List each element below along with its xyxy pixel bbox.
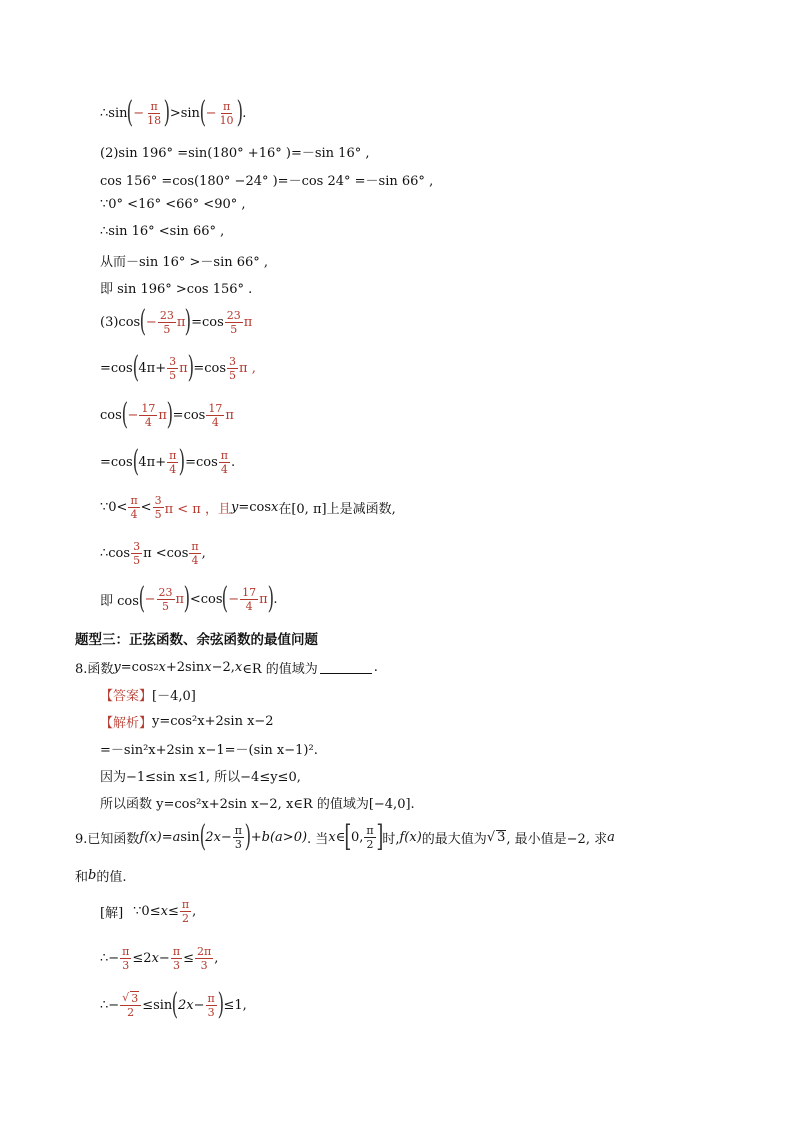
fraction [364,824,375,851]
var-x: x [160,904,168,919]
analysis-tag: 【解析】 [100,716,153,731]
question-8 [75,658,378,677]
denominator: 5 [230,322,238,336]
var-a: a [172,829,181,845]
denominator: 4 [211,415,219,429]
denominator: 4 [245,599,253,613]
sol-line-8 [100,304,253,339]
denominator: 18 [147,113,162,127]
numerator: π [366,823,374,837]
superscript: 2 [153,663,159,672]
numerator: π [172,945,181,958]
text: −2, [211,660,235,675]
paren: ( [222,581,229,616]
sol-line-10 [100,397,234,432]
text: 即 cos [100,593,139,609]
var-b: b [261,829,270,845]
text: =cos [172,407,206,423]
question-9-line-2 [75,866,126,885]
text: 2x− [205,829,232,845]
sqrt: √ 3 [122,991,139,1005]
numerator: 3 [133,540,141,553]
fraction [128,494,139,521]
text: (a>0) [269,829,308,845]
numerator: π [169,448,177,462]
fraction [227,355,238,382]
denominator: 5 [229,368,237,382]
paren: ) [166,397,174,432]
bracket: ] [375,819,384,854]
denominator: 2 [366,837,374,851]
bracket: [ [344,819,352,854]
paren: ) [217,987,224,1022]
fraction [131,540,142,567]
numerator: 23 [226,308,241,322]
numerator: π [181,898,190,911]
var-y: y [230,500,239,515]
text: 0, [351,829,364,845]
fraction [233,824,244,851]
radicand: 3 [497,829,506,845]
text: < [140,500,152,515]
var-x: x [158,660,166,675]
paren: ) [244,819,252,854]
numerator: π [222,99,231,113]
fraction [153,494,164,521]
numerator: 17 [242,585,257,599]
text: π , [239,360,256,376]
fraction [120,991,141,1019]
denominator: 5 [133,554,141,567]
sqrt: √ 3 [486,829,506,845]
sol-line-12 [100,494,396,521]
numerator: 3 [169,354,177,368]
text: 4π+ [138,454,167,470]
pi: π [225,407,234,423]
fraction [206,402,224,429]
analysis-line-2: =－sin²x+2sin x−1=－(sin x−1)². [100,743,318,758]
denominator: 3 [207,1005,215,1019]
fraction [240,586,258,613]
var-x: x [151,951,159,966]
var-x: x [271,500,279,515]
analysis-line-1 [100,712,274,731]
q9-sol-line-3 [100,987,247,1022]
var-a: a [607,829,615,845]
numerator: 17 [208,401,223,415]
minus: − [144,591,156,607]
text: sin [180,829,200,845]
paren: ) [163,95,171,130]
text: 在[0, π]上是减函数, [278,502,396,517]
text: ≤ [167,904,179,919]
paren: ) [187,350,194,385]
paren: ) [185,304,192,339]
numerator: 2π [196,945,212,958]
paren: ( [199,95,207,130]
pi: π [176,314,186,330]
radicand: 3 [131,992,139,1005]
text: 4π+ [138,360,167,376]
sol-line-13 [100,540,206,567]
pi: π [175,591,185,607]
var-y: y [113,660,121,675]
paren: ( [199,819,206,854]
text: <cos [189,591,223,607]
paren: ) [267,581,274,616]
func-f: f(x) [399,829,422,845]
paren: ( [121,397,128,432]
pi: π [158,407,167,423]
text: cos [100,407,122,423]
sol-line-5: ∴sin 16° <sin 66° , [100,224,225,239]
minus: − [228,591,240,607]
text: ≤2 [132,951,152,966]
fraction [139,402,157,429]
text: − [158,951,170,966]
numerator: π [122,945,130,958]
paren: ) [236,95,243,130]
answer-tag: 【答案】 [100,689,153,704]
denominator: 5 [154,508,162,521]
text: =cos [100,360,133,376]
fraction [145,100,163,127]
text: 的值. [96,870,127,885]
text: =cos [185,454,218,470]
pi: π [259,591,268,607]
denominator: 5 [163,322,171,336]
numerator: 3 [154,494,162,507]
var-b: b [88,868,97,883]
text: =cos [100,454,133,470]
text: ∴sin [100,105,128,121]
paren: ) [178,444,186,479]
text: 和 [75,870,89,885]
var-x: x [204,660,212,675]
text: ≤ [183,951,194,966]
text: =cos [193,360,227,376]
text: π <cos [143,546,189,561]
paren: ( [127,95,134,130]
numerator: π [130,494,138,507]
paren: ( [132,444,139,479]
fraction [180,898,191,925]
denominator: 4 [130,508,138,521]
numerator: π [191,540,199,553]
text: . [273,591,278,607]
fraction [195,945,213,972]
section-title: 题型三：正弦函数、余弦函数的最值问题 [75,632,318,648]
minus: − [127,407,139,423]
text: . 当 [307,831,329,847]
paren: ( [171,987,179,1022]
sol-line-6: 从而－sin 16° >－sin 66° , [100,255,269,270]
paren: ( [138,581,146,616]
text: . [373,660,378,675]
pi: π [243,314,253,330]
sol-line-11 [100,444,236,479]
text: ∈R 的值域为 [242,662,318,677]
denominator: 3 [172,959,180,972]
fraction [189,540,200,567]
denominator: 4 [191,554,199,567]
denominator: 2 [181,912,189,925]
fraction [218,100,236,127]
paren: ( [139,304,147,339]
text: 时, [382,831,400,847]
sol-line-2: (2)sin 196° =sin(180° +16° )=－sin 16° , [100,146,370,161]
text: = [161,829,173,845]
fraction [167,449,178,476]
paren: ( [132,350,139,385]
text: . [242,105,247,121]
denominator: 3 [234,837,242,851]
sol-line-3: cos 156° =cos(180° −24° )=－cos 24° =－sin 66° , [100,174,434,189]
numerator [120,991,141,1006]
fraction [219,449,230,476]
text: ∈ [335,829,346,845]
solution-tag: [解] [100,906,124,921]
text: ∴− [100,997,120,1013]
sol-line-1 [100,95,247,130]
numerator: 23 [158,585,173,599]
minus: − [145,314,157,330]
q9-sol-line-1 [100,898,196,925]
numerator: π [150,99,158,113]
numerator: π [220,448,228,462]
denominator: 3 [200,959,208,972]
paren: ) [183,581,191,616]
sol-line-7: 即 sin 196° >cos 156° . [100,282,253,297]
denominator: 5 [162,599,170,613]
minus: − [133,105,145,121]
fraction [225,309,243,336]
text: , [214,951,219,966]
numerator: π [207,991,215,1005]
text: ≤1, [223,997,247,1013]
text: ∴cos [100,546,131,561]
text: 9.已知函数 [75,831,140,847]
text: ∵0< [100,500,128,515]
text: + [250,829,262,845]
pi: π [179,360,188,376]
text: , [192,904,197,919]
answer-blank [320,661,372,674]
text: 8.函数 [75,662,114,677]
numerator: 17 [141,401,156,415]
text: (3)cos [100,314,141,330]
fraction [158,309,176,336]
var-x: x [234,660,243,675]
analysis-line-3: 因为−1≤sin x≤1, 所以−4≤y≤0, [100,770,301,785]
text: =cos [120,660,154,675]
text: =cos [191,314,224,330]
denominator: 4 [144,415,152,429]
fraction [171,945,182,972]
denominator: 10 [219,113,234,127]
analysis-line-4: 所以函数 y=cos²x+2sin x−2, x∈R 的值域为[−4,0]. [100,797,415,812]
text: 的最大值为 [421,831,487,847]
denominator: 4 [169,462,177,476]
sol-line-9 [100,350,256,385]
numerator: π [234,823,243,837]
text: +2sin [165,660,205,675]
func-f: f(x) [139,829,162,845]
fraction [157,586,175,613]
denominator: 3 [122,959,130,972]
var-x: x [328,829,336,845]
denominator: 2 [127,1006,135,1019]
fraction [167,355,178,382]
denominator: 4 [220,462,228,476]
text: 2x− [178,997,205,1013]
text: , [201,546,206,561]
text: y=cos²x+2sin x−2 [152,714,274,729]
minus: − [205,105,217,121]
answer-line [100,685,196,704]
fraction [120,945,131,972]
numerator: 23 [159,308,174,322]
text: . [230,454,236,470]
text: , 最小值是−2, 求 [506,831,608,847]
text: π < π ，且 [164,502,231,517]
text: ∴− [100,951,120,966]
q9-sol-line-2 [100,945,218,972]
denominator: 5 [169,368,177,382]
question-9 [75,819,615,854]
text: ∵0≤ [133,904,161,919]
numerator: 3 [229,354,237,368]
text: ≤sin [142,997,173,1013]
text: >sin [169,105,200,121]
answer-value: [－4,0] [152,689,196,704]
fraction [206,992,217,1019]
sol-line-4: ∵0° <16° <66° <90° , [100,197,246,212]
sol-line-14 [100,581,278,616]
text: =cos [238,500,271,515]
